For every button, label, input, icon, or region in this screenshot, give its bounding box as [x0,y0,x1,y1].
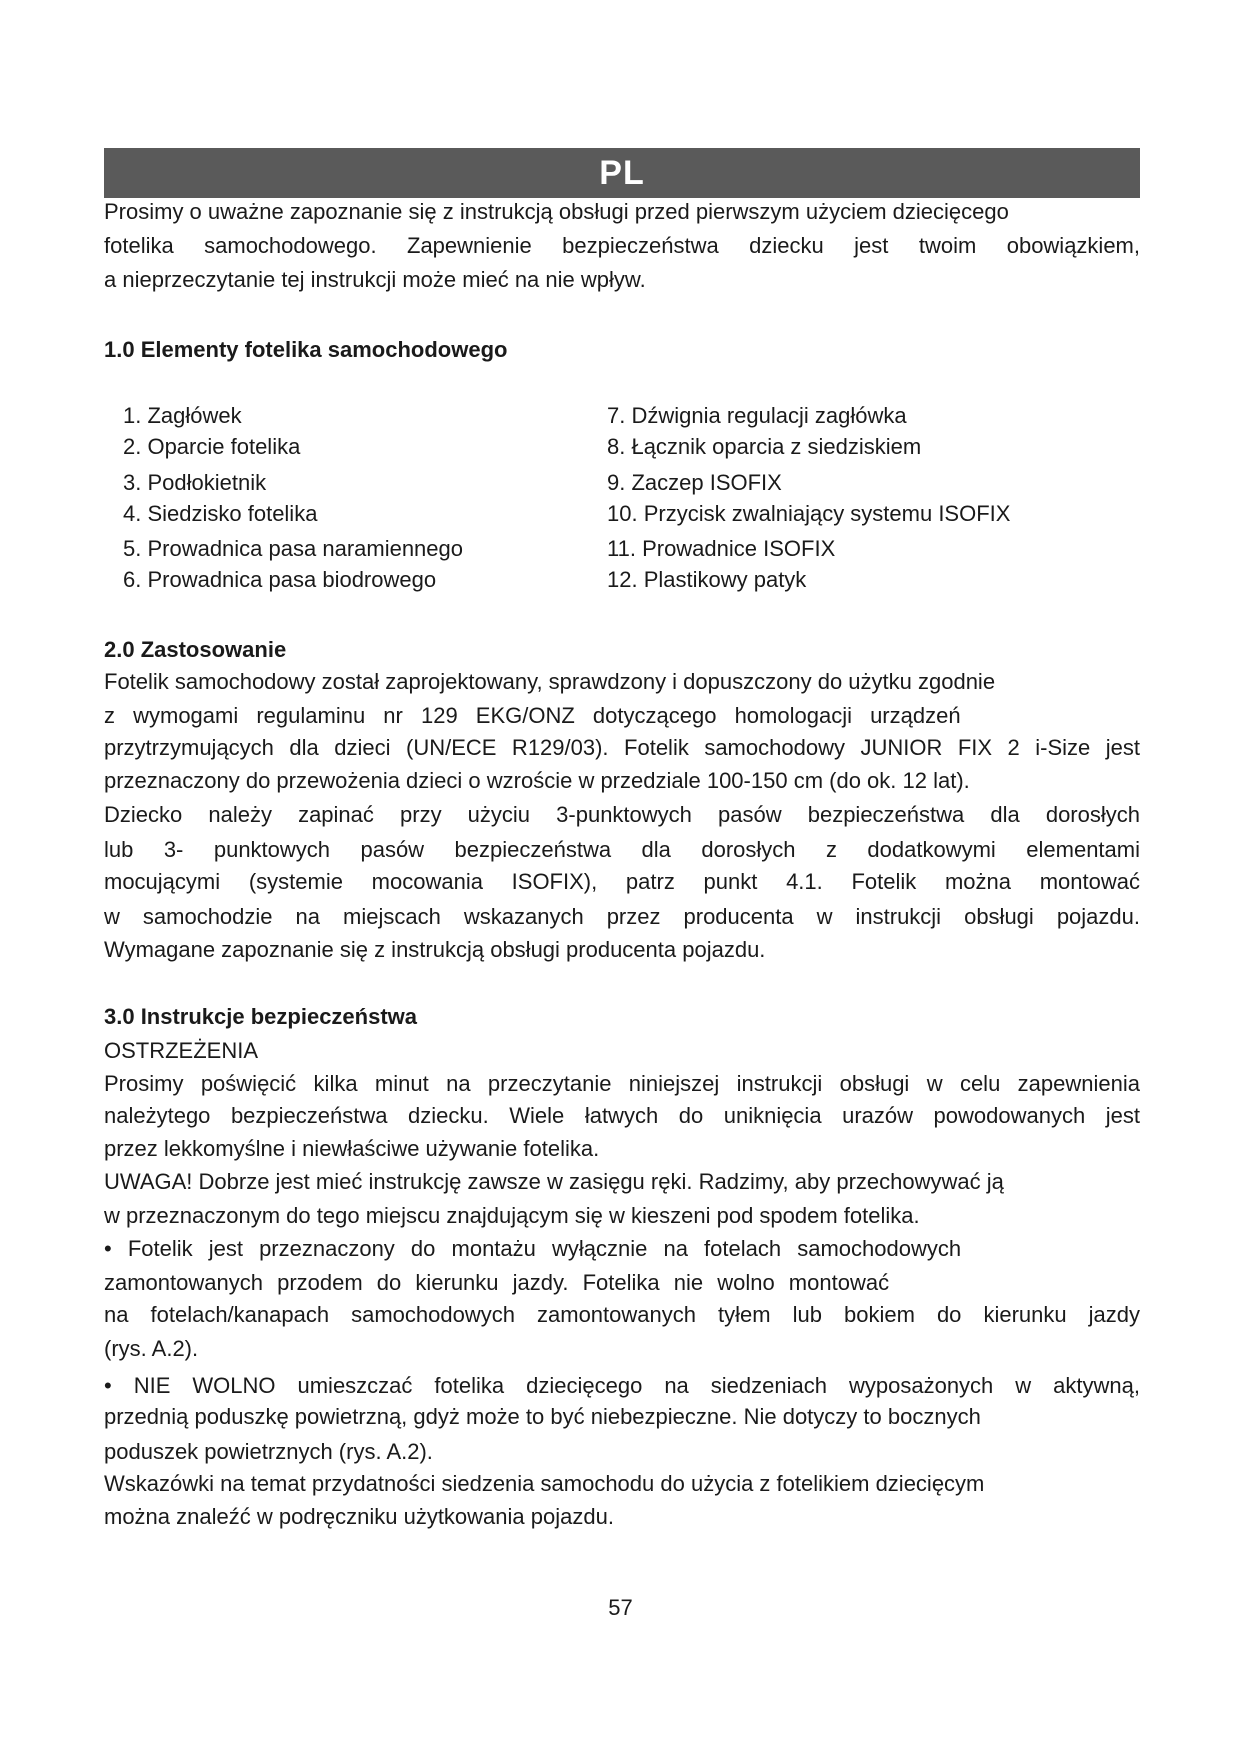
paragraph-line: Fotelik samochodowy został zaprojektowany, sprawdzony i dopuszczony do użytku zgodnie [104,669,996,694]
paragraph-line: przytrzymujących dla dzieci (UN/ECE R129/03). Fotelik samochodowy JUNIOR FIX 2 i-Size jest [104,735,1140,760]
paragraph-line: lub 3- punktowych pasów bezpieczeństwa dla dorosłych z dodatkowymi elementami [104,837,1140,862]
paragraph-line: na fotelach/kanapach samochodowych zamontowanych tyłem lub bokiem do kierunku jazdy [104,1302,1140,1327]
intro-line: a nieprzeczytanie tej instrukcji może mieć na nie wpływ. [104,267,646,292]
list-item: 7. Dźwignia regulacji zagłówka [607,403,907,428]
paragraph-line: poduszek powietrznych (rys. A.2). [104,1439,433,1464]
list-item: 12. Plastikowy patyk [607,567,807,592]
paragraph-line: (rys. A.2). [104,1336,199,1361]
paragraph-line: przednią poduszkę powietrzną, gdyż może to być niebezpieczne. Nie dotyczy to bocznych [104,1404,981,1429]
language-label: PL [599,153,645,192]
section-2-heading: 2.0 Zastosowanie [104,637,287,662]
paragraph-line: w samochodzie na miejscach wskazanych przez producenta w instrukcji obsługi pojazdu. [104,904,1140,929]
warnings-subheading: OSTRZEŻENIA [104,1038,259,1063]
page-number: 57 [608,1595,633,1620]
list-item: 2. Oparcie fotelika [123,434,301,459]
paragraph-line: Wskazówki na temat przydatności siedzenia samochodu do użycia z fotelikiem dziecięcym [104,1471,985,1496]
paragraph-line: przez lekkomyślne i niewłaściwe używanie fotelika. [104,1136,600,1161]
list-item: 1. Zagłówek [123,403,242,428]
paragraph-line: Prosimy poświęcić kilka minut na przeczytanie niniejszej instrukcji obsługi w celu zapewnienia [104,1071,1140,1096]
paragraph-line: przeznaczony do przewożenia dzieci o wzroście w przedziale 100-150 cm (do ok. 12 lat). [104,768,970,793]
paragraph-line: UWAGA! Dobrze jest mieć instrukcję zawsze w zasięgu ręki. Radzimy, aby przechowywać ją [104,1169,1004,1194]
language-header-bar [104,148,1140,198]
list-item: 4. Siedzisko fotelika [123,501,318,526]
list-item: 10. Przycisk zwalniający systemu ISOFIX [607,501,1011,526]
paragraph-line: można znaleźć w podręczniku użytkowania pojazdu. [104,1504,614,1529]
paragraph-line: z wymogami regulaminu nr 129 EKG/ONZ dotyczącego homologacji urządzeń [104,703,961,728]
intro-line: fotelika samochodowego. Zapewnienie bezpieczeństwa dziecku jest twoim obowiązkiem, [104,233,1140,258]
paragraph-line: mocującymi (systemie mocowania ISOFIX), patrz punkt 4.1. Fotelik można montować [104,869,1140,894]
list-item: 5. Prowadnica pasa naramiennego [123,536,464,561]
paragraph-line: Dziecko należy zapinać przy użyciu 3-punktowych pasów bezpieczeństwa dla dorosłych [104,802,1140,827]
section-1-heading: 1.0 Elementy fotelika samochodowego [104,337,508,362]
list-item: 3. Podłokietnik [123,470,267,495]
intro-line: Prosimy o uważne zapoznanie się z instrukcją obsługi przed pierwszym użyciem dziecięcego [104,199,1009,224]
paragraph-line: w przeznaczonym do tego miejscu znajdującym się w kieszeni pod spodem fotelika. [104,1203,920,1228]
list-item: 8. Łącznik oparcia z siedziskiem [607,434,922,459]
bullet-line: • Fotelik jest przeznaczony do montażu wyłącznie na fotelach samochodowych [104,1236,962,1261]
bullet-line: • NIE WOLNO umieszczać fotelika dziecięcego na siedzeniach wyposażonych w aktywną, [104,1373,1140,1398]
paragraph-line: zamontowanych przodem do kierunku jazdy. Fotelika nie wolno montować [104,1270,890,1295]
paragraph-line: Wymagane zapoznanie się z instrukcją obsługi producenta pojazdu. [104,937,766,962]
paragraph-line: należytego bezpieczeństwa dziecku. Wiele łatwych do uniknięcia urazów powodowanych jest [104,1103,1140,1128]
list-item: 11. Prowadnice ISOFIX [607,536,836,561]
list-item: 6. Prowadnica pasa biodrowego [123,567,437,592]
list-item: 9. Zaczep ISOFIX [607,470,782,495]
section-3-heading: 3.0 Instrukcje bezpieczeństwa [104,1004,418,1029]
